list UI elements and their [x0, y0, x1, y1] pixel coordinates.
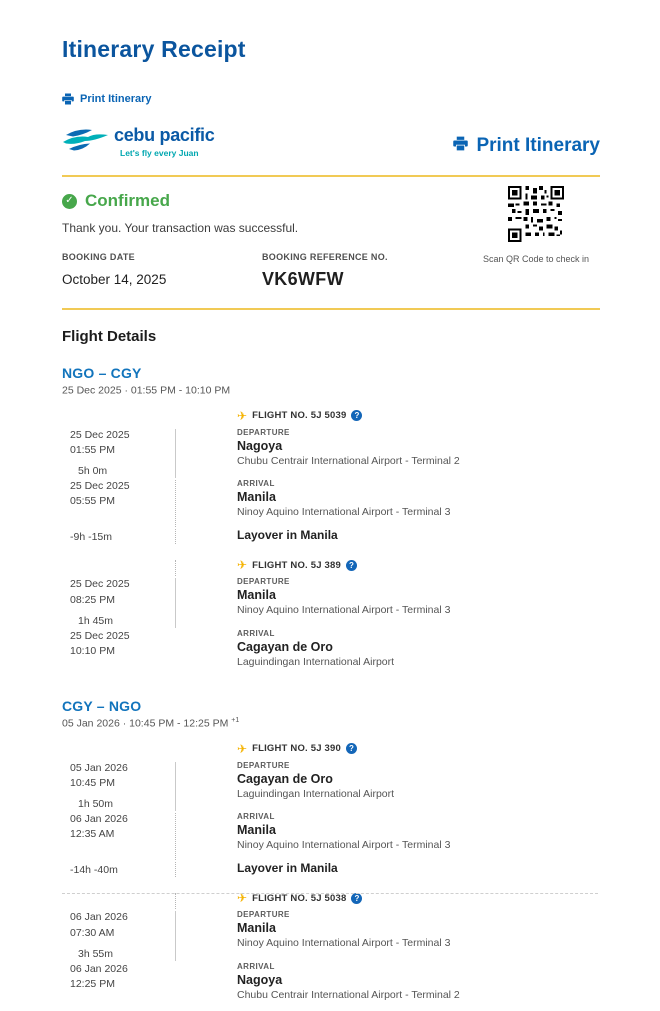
check-circle-icon: ✓	[62, 194, 77, 209]
timeline-line	[175, 761, 237, 813]
departure-airport: Ninoy Aquino International Airport - Terminal 3	[237, 604, 451, 617]
arrival-row	[62, 962, 600, 1011]
departure-row	[62, 577, 600, 629]
arrival-label: ARRIVAL	[237, 962, 275, 972]
page-title: Itinerary Receipt	[62, 36, 246, 62]
arrival-city: Cagayan de Oro	[237, 640, 333, 655]
printer-icon	[62, 93, 74, 105]
arrival-time: 10:10 PM	[70, 645, 115, 658]
departure-airport: Chubu Centrair International Airport - Terminal 2	[237, 454, 460, 467]
departure-label: DEPARTURE	[237, 910, 290, 920]
journey-cgy-ngo	[62, 698, 600, 1011]
route-heading: NGO – CGY	[62, 365, 142, 381]
layover-duration: -9h -15m	[70, 531, 113, 544]
timeline	[62, 410, 600, 679]
booking-date-label: BOOKING DATE	[62, 252, 135, 262]
departure-date: 25 Dec 2025	[70, 578, 130, 591]
departure-airport: Ninoy Aquino International Airport - Terminal 3	[237, 937, 451, 950]
departure-date: 25 Dec 2025	[70, 428, 130, 441]
journey-schedule-text: 25 Dec 2025 · 01:55 PM - 10:10 PM	[62, 384, 231, 397]
flight-number: FLIGHT NO. 5J 5038	[252, 892, 347, 904]
booking-reference-value: VK6WFW	[262, 269, 344, 289]
flight-duration: 1h 50m	[78, 797, 114, 810]
booking-date-value: October 14, 2025	[62, 272, 167, 287]
timeline-line	[175, 861, 237, 878]
brand-tagline: Let's fly every Juan	[120, 147, 199, 158]
arrival-airport: Laguindingan International Airport	[237, 656, 395, 669]
airplane-icon: ✈	[237, 408, 248, 423]
departure-label: DEPARTURE	[237, 427, 290, 437]
bird-logo-icon	[62, 126, 108, 165]
timeline-line	[175, 528, 237, 545]
flight-duration: 1h 45m	[78, 614, 114, 627]
arrival-city: Manila	[237, 490, 276, 505]
booking-reference-label: BOOKING REFERENCE NO.	[262, 252, 388, 262]
departure-city: Manila	[237, 921, 276, 936]
qr-caption: Scan QR Code to check in	[482, 254, 590, 264]
layover-duration: -14h -40m	[70, 864, 118, 877]
timeline-line	[175, 559, 237, 577]
journey-schedule	[62, 717, 600, 730]
qr-code-block	[476, 186, 596, 264]
flight-number-row	[62, 410, 600, 428]
arrival-row	[62, 812, 600, 861]
departure-city: Cagayan de Oro	[237, 771, 333, 786]
flight-number: FLIGHT NO. 5J 389	[252, 559, 341, 571]
arrival-city: Nagoya	[237, 973, 283, 988]
status-badge: Confirmed	[85, 191, 170, 210]
departure-row	[62, 761, 600, 813]
arrival-row	[62, 629, 600, 678]
flight-number-row	[62, 892, 600, 910]
confirmation-message: Thank you. Your transaction was successful.	[62, 221, 299, 235]
arrival-time: 12:35 AM	[70, 828, 115, 841]
arrival-row	[62, 479, 600, 528]
confirmation-section	[62, 177, 600, 310]
arrival-label: ARRIVAL	[237, 812, 275, 822]
flight-duration: 3h 55m	[78, 947, 114, 960]
info-icon[interactable]: ?	[351, 410, 362, 421]
timeline-line	[175, 479, 237, 528]
info-icon[interactable]: ?	[346, 560, 357, 571]
print-itinerary-link-label: Print Itinerary	[80, 93, 152, 105]
brand-name: cebu pacific	[114, 125, 215, 145]
departure-time: 07:30 AM	[70, 926, 115, 939]
timeline-line	[175, 428, 237, 480]
info-icon[interactable]: ?	[351, 893, 362, 904]
departure-row	[62, 428, 600, 480]
journey-schedule	[62, 384, 600, 397]
arrival-airport: Chubu Centrair International Airport - Terminal 2	[237, 989, 460, 1002]
airplane-icon: ✈	[237, 891, 248, 906]
arrival-time: 05:55 PM	[70, 495, 115, 508]
flight-number: FLIGHT NO. 5J 390	[252, 743, 341, 755]
timeline-line	[175, 629, 237, 678]
flight-duration: 5h 0m	[78, 464, 108, 477]
timeline-line	[175, 577, 237, 629]
arrival-date: 06 Jan 2026	[70, 963, 128, 976]
arrival-date: 25 Dec 2025	[70, 480, 130, 493]
timeline-line	[175, 812, 237, 861]
departure-city: Nagoya	[237, 438, 283, 453]
arrival-date: 25 Dec 2025	[70, 630, 130, 643]
arrival-label: ARRIVAL	[237, 629, 275, 639]
arrival-airport: Ninoy Aquino International Airport - Terminal 3	[237, 506, 451, 519]
departure-label: DEPARTURE	[237, 577, 290, 587]
departure-city: Manila	[237, 588, 276, 603]
departure-time: 10:45 PM	[70, 776, 115, 789]
journey-ngo-cgy	[62, 365, 600, 678]
departure-label: DEPARTURE	[237, 760, 290, 770]
flight-number-row	[62, 559, 600, 577]
departure-airport: Laguindingan International Airport	[237, 787, 395, 800]
departure-time: 08:25 PM	[70, 593, 115, 606]
print-itinerary-button-label: Print Itinerary	[476, 134, 600, 156]
arrival-date: 06 Jan 2026	[70, 813, 128, 826]
timeline-line	[175, 910, 237, 962]
timeline	[62, 743, 600, 1011]
timeline-line	[175, 892, 237, 910]
arrival-time: 12:25 PM	[70, 978, 115, 991]
departure-date: 05 Jan 2026	[70, 761, 128, 774]
departure-date: 06 Jan 2026	[70, 911, 128, 924]
layover-label: Layover in Manila	[237, 861, 338, 876]
airplane-icon: ✈	[237, 558, 248, 573]
layover-row	[62, 528, 600, 559]
flight-number: FLIGHT NO. 5J 5039	[252, 410, 347, 421]
layover-label: Layover in Manila	[237, 528, 338, 543]
departure-time: 01:55 PM	[70, 443, 115, 456]
layover-row	[62, 861, 600, 892]
info-icon[interactable]: ?	[346, 743, 357, 754]
next-day-indicator: +1	[231, 717, 240, 725]
printer-icon	[453, 135, 468, 157]
bottom-divider	[62, 893, 598, 894]
timeline-line	[175, 962, 237, 1011]
journey-schedule-text: 05 Jan 2026 · 10:45 PM - 12:25 PM	[62, 717, 229, 730]
flight-details-heading: Flight Details	[62, 328, 157, 345]
airplane-icon: ✈	[237, 741, 248, 756]
route-heading: CGY – NGO	[62, 698, 142, 715]
arrival-label: ARRIVAL	[237, 479, 275, 489]
arrival-city: Manila	[237, 823, 276, 838]
arrival-airport: Ninoy Aquino International Airport - Terminal 3	[237, 839, 451, 852]
qr-code	[508, 186, 564, 242]
brand-header	[62, 126, 600, 177]
print-itinerary-link[interactable]	[62, 93, 152, 105]
flight-number-row	[62, 743, 600, 761]
print-itinerary-button[interactable]	[453, 135, 600, 157]
departure-row	[62, 910, 600, 962]
cebu-pacific-logo	[62, 126, 214, 165]
